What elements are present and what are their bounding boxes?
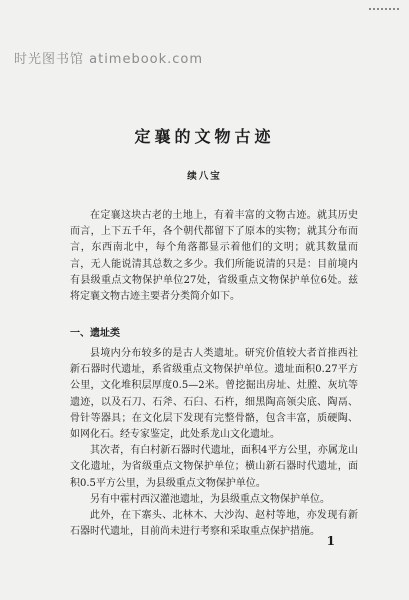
intro-text xyxy=(70,208,358,305)
body-paragraph: 其次者，有白村新石器时代遗址，面积4平方公里，亦属龙山文化遗址，为省级重点文物保护单位；横山新石器时代遗址，面积0.5平方公里，为县级重点文物保护单位。 xyxy=(70,445,358,489)
page-number: 1 xyxy=(326,534,335,548)
section-body xyxy=(70,346,358,540)
intro-paragraph: 在定襄这块古老的土地上，有着丰富的文物古迹。就其历史而言，上下五千年，各个朝代都留下了原本的实物；就其分布而言，东西南北中，每个角落都显示着他们的文明；就其数量而言，无人能说清其总数之多少。我们所能说清的只是：目前境内有县级重点文物保护单位27处，省级重点文物保护单位6处。兹将定襄文物古迹主要者分类简介如下。 xyxy=(70,210,358,303)
section-heading: 一、遗址类 xyxy=(70,328,120,339)
body-paragraph: 县境内分布较多的是古人类遗址。研究价值较大者首推西社新石器时代遗址，系省级重点文物保护单位。遗址面积0.27平方公里，文化堆积层厚度0.5—2米。曾挖掘出房址、灶膛、灰坑等遗迹，以及石刀、石斧、石臼、石杵，细黑陶高领尖底、陶鬲、骨针等器具；在文化层下发现有完整骨骼，包含丰富，质硬陶、如网化石。经专家鉴定，此处系龙山文化遗址。 xyxy=(70,348,358,441)
scan-mark xyxy=(369,8,399,20)
author-name: 续八宝 xyxy=(187,171,222,182)
watermark: 时光图书馆 atimebook.com xyxy=(14,52,204,67)
article-title: 定襄的文物古迹 xyxy=(134,127,275,146)
body-paragraph: 另有中霍村西汉灌池遗址，为县级重点文物保护单位。 xyxy=(90,493,330,505)
body-paragraph: 此外，在下寨头、北林木、大沙沟、赵村等地，亦发现有新石器时代遗址，目前尚未进行考察和采取重点保护措施。 xyxy=(70,510,358,538)
